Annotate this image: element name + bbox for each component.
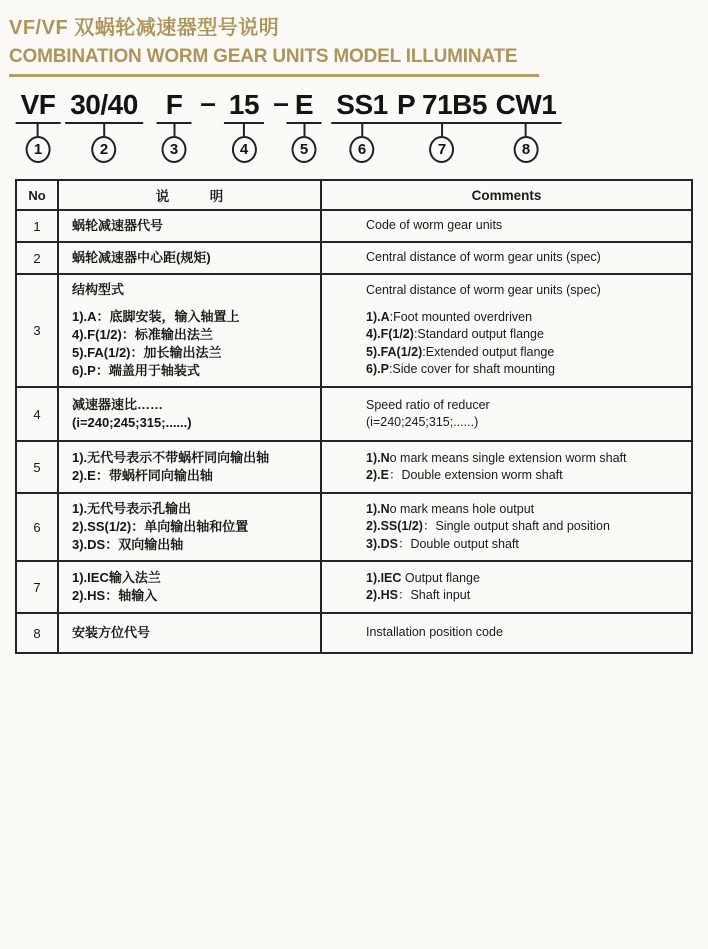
table-row [16,561,692,613]
comment-line: Speed ratio of reducer [366,397,490,412]
comment-line: Central distance of worm gear units (spec) [366,250,601,265]
description-cell [58,387,321,441]
model-segment-6 [336,91,387,163]
description-cell [58,274,321,387]
comment-line: Installation position code [366,625,503,640]
page-header [0,0,708,69]
model-segment-2 [70,91,138,163]
description-line: 3).DS：双向输出轴 [72,537,184,552]
table-row [16,493,692,561]
comment-line: Central distance of worm gear units (spec) [366,283,601,298]
description-line: 安装方位代号 [72,625,151,640]
model-code-part: P 71B5 [397,89,487,120]
segment-stem [441,124,443,136]
description-line: 1).A：底脚安装，输入轴置上 [72,309,240,324]
description-cell [58,493,321,561]
page-title-english: COMBINATION WORM GEAR UNITS MODEL ILLUMINATE [9,46,518,67]
description-line: 2).E：带蜗杆同向输出轴 [72,468,213,483]
segment-number: 2 [99,141,109,158]
segment-number-badge [292,136,317,163]
segment-stem [243,124,245,136]
comments-cell [321,441,692,493]
comment-line: 6).P:Side cover for shaft mounting [366,362,555,377]
model-code-part: E [294,89,314,120]
description-cell [58,441,321,493]
column-header-comments: Comments [321,180,692,210]
row-number: 4 [16,387,58,441]
comment-line: 4).F(1/2):Standard output flange [366,327,544,342]
description-line: 1).IEC输入法兰 [72,570,161,585]
model-code-part: SS1 [336,89,388,120]
description-line: 1).无代号表示孔输出 [72,501,192,516]
segment-number-badge [162,136,187,163]
title-underline-rule [9,74,539,77]
model-code-part: VF [20,89,56,120]
segment-stem [173,124,175,136]
table-row [16,613,692,653]
description-cell [58,242,321,274]
comments-cell [321,242,692,274]
table-row [16,210,692,242]
model-segment-3 [162,91,187,163]
segment-stem [37,124,39,136]
comment-line: 3).DS：Double output shaft [366,536,519,551]
segment-number-badge [429,136,454,163]
segment-stem [103,124,105,136]
column-header-description [58,180,321,210]
segment-number-badge [232,136,257,163]
comment-line: Code of worm gear units [366,218,503,233]
model-code-part: 15 [228,89,260,120]
description-cell [58,561,321,613]
segment-stem [361,124,363,136]
model-code-part: CW1 [495,89,557,120]
row-number: 2 [16,242,58,274]
comment-line: 2).E：Double extension worm shaft [366,468,563,482]
comments-cell [321,274,692,387]
column-header-description-label: 说明 [155,189,264,204]
segment-number: 6 [357,141,367,158]
model-explanation-table [15,179,693,654]
description-line: 减速器速比…… [72,397,164,412]
segment-stem [525,124,527,136]
description-line: 5).FA(1/2)：加长输出法兰 [72,345,222,360]
segment-number: 4 [239,141,249,158]
table-row [16,387,692,441]
description-line: (i=240;245;315;......) [72,415,192,430]
model-segment-4 [229,91,259,163]
page-title-chinese: VF/VF 双蜗轮减速器型号说明 [9,17,280,39]
row-number: 1 [16,210,58,242]
description-line: 结构型式 [72,282,125,297]
column-header-no: No [16,180,58,210]
comment-line: 2).SS(1/2)：Single output shaft and position [366,519,610,534]
comment-line: 2).HS：Shaft input [366,588,471,602]
comment-line: 5).FA(1/2):Extended output flange [366,344,555,359]
model-segment-7 [397,91,487,163]
segment-number: 8 [521,141,531,158]
segment-number: 5 [299,141,309,158]
comment-line: 1).A:Foot mounted overdriven [366,309,533,324]
model-code-diagram [0,87,708,167]
model-code-dash: – [200,87,216,118]
segment-number-badge [513,136,538,163]
description-line: 2).SS(1/2)：单向输出轴和位置 [72,519,249,534]
description-line: 蜗轮减速器中心距(规矩) [72,250,211,265]
comments-cell [321,493,692,561]
comments-cell [321,613,692,653]
row-number: 8 [16,613,58,653]
segment-number-badge [91,136,116,163]
segment-number: 7 [437,141,447,158]
table-header-row [16,180,692,210]
model-segment-8 [496,91,557,163]
table-row [16,441,692,493]
description-line: 4).F(1/2)：标准输出法兰 [72,327,213,342]
description-cell [58,210,321,242]
description-line: 1).无代号表示不带蜗杆同向输出轴 [72,450,270,465]
model-code-part: 30/40 [70,89,138,120]
model-segment-1 [21,91,56,163]
table-row [16,274,692,387]
row-number: 5 [16,441,58,493]
model-code-dash: – [273,87,289,118]
comment-line: 1).No mark means single extension worm shaft [366,450,627,465]
segment-number-badge [350,136,375,163]
comment-line: (i=240;245;315;......) [366,415,479,429]
comments-cell [321,561,692,613]
segment-number-badge [26,136,51,163]
description-line: 蜗轮减速器代号 [72,218,164,233]
comment-line: 1).IEC Output flange [366,570,480,585]
model-segment-5 [292,91,317,163]
table-row [16,242,692,274]
comments-cell [321,387,692,441]
description-cell [58,613,321,653]
row-number: 6 [16,493,58,561]
model-code-part: F [165,89,183,120]
row-number: 3 [16,274,58,387]
segment-stem [303,124,305,136]
description-line: 2).HS：轴输入 [72,588,158,603]
row-number: 7 [16,561,58,613]
segment-number: 1 [33,141,43,158]
comments-cell [321,210,692,242]
segment-number: 3 [169,141,179,158]
comment-line: 1).No mark means hole output [366,501,535,516]
description-line: 6).P：端盖用于轴装式 [72,363,200,378]
